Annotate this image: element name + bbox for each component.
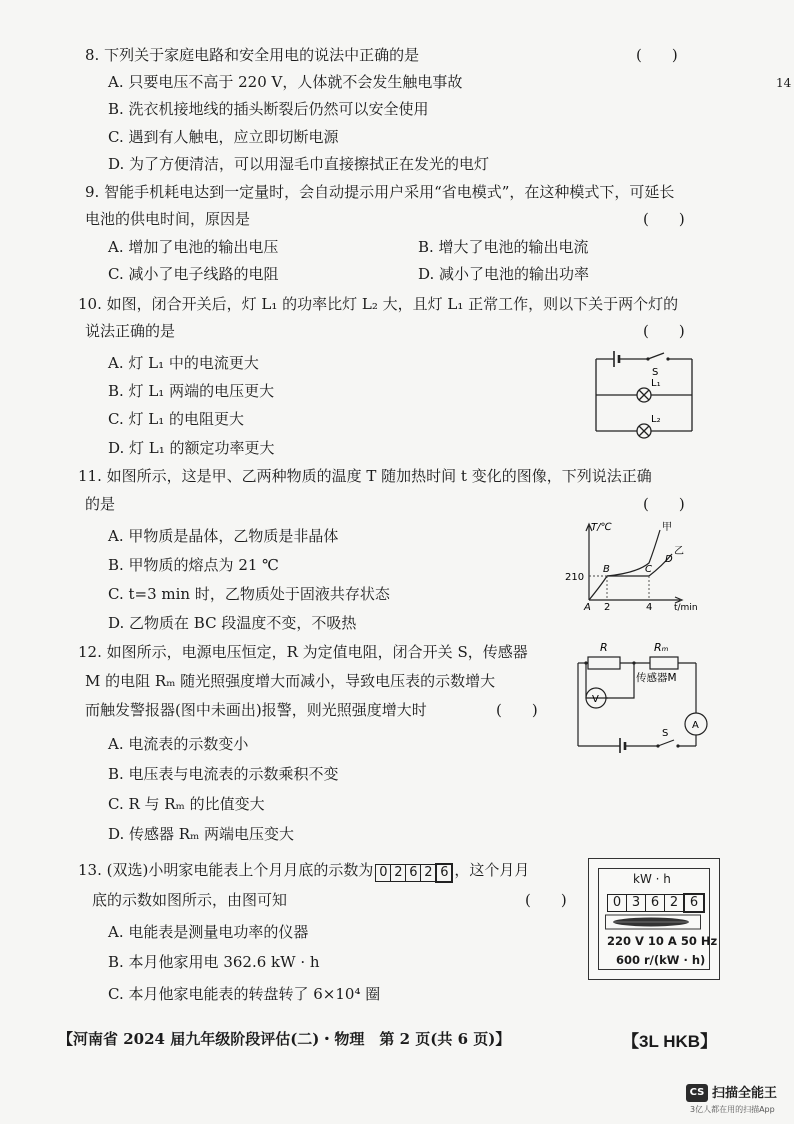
- q11-stem-line1: 11. 如图所示，这是甲、乙两种物质的温度 T 随加热时间 t 变化的图像，下列说法正确: [78, 467, 652, 485]
- q12-stem-line3: 而触发警报器(图中未画出)报警，则光照强度增大时: [85, 701, 427, 719]
- q12-sensor-m-label: 传感器M: [636, 672, 677, 684]
- prev-digit: 0: [375, 864, 391, 882]
- q8-stem: 8. 下列关于家庭电路和安全用电的说法中正确的是: [85, 46, 420, 64]
- q10-option-c: C. 灯 L₁ 的电阻更大: [108, 410, 244, 428]
- meter-digit: 6: [645, 894, 665, 912]
- q12-stem-line1: 12. 如图所示，电源电压恒定，R 为定值电阻，闭合开关 S，传感器: [78, 643, 528, 661]
- q8-option-a: A. 只要电压不高于 220 V，人体就不会发生触电事故: [108, 73, 463, 91]
- q13-option-c: C. 本月他家电能表的转盘转了 6×10⁴ 圈: [108, 985, 381, 1003]
- q11-stem-line2: 的是: [85, 495, 116, 513]
- q13-answer-paren[interactable]: ( ): [525, 891, 567, 909]
- q9-option-d: D. 减小了电池的输出功率: [418, 265, 590, 283]
- q12-answer-paren[interactable]: ( ): [496, 701, 538, 719]
- q13-electric-meter: [588, 858, 720, 980]
- q12-switch-label: S: [662, 728, 669, 739]
- q11-option-d: D. 乙物质在 BC 段温度不变，不吸热: [108, 614, 357, 632]
- q12-stem-line2: M 的电阻 Rₘ 随光照强度增大而减小，导致电压表的示数增大: [85, 672, 496, 690]
- q8-option-d: D. 为了方便清洁，可以用湿毛巾直接擦拭正在发光的电灯: [108, 155, 490, 173]
- prev-digit: 2: [390, 864, 406, 882]
- q11-x-tick-4: 4: [646, 602, 653, 613]
- page-footer: 【河南省 2024 届九年级阶段评估(二)・物理 第 2 页(共 6 页)】: [58, 1030, 511, 1048]
- q11-x-axis-label: t/min: [674, 603, 698, 613]
- q10-option-d: D. 灯 L₁ 的额定功率更大: [108, 439, 275, 457]
- q10-stem-line2: 说法正确的是: [85, 322, 176, 340]
- q12-sensor-rm-label: Rₘ: [654, 641, 669, 654]
- q9-option-c: C. 减小了电子线路的电阻: [108, 265, 279, 283]
- q11-origin-label: A: [584, 602, 591, 613]
- q11-option-a: A. 甲物质是晶体，乙物质是非晶体: [108, 527, 339, 545]
- q13-option-a: A. 电能表是测量电功率的仪器: [108, 923, 309, 941]
- q13-previous-reading: [375, 860, 452, 883]
- q10-option-b: B. 灯 L₁ 两端的电压更大: [108, 382, 275, 400]
- q12-voltmeter-label: V: [592, 694, 599, 705]
- meter-digit: 3: [626, 894, 646, 912]
- q10-answer-paren[interactable]: ( ): [643, 322, 685, 340]
- q12-option-c: C. R 与 Rₘ 的比值变大: [108, 795, 265, 813]
- q12-option-b: B. 电压表与电流表的示数乘积不变: [108, 765, 339, 783]
- q12-option-a: A. 电流表的示数变小: [108, 735, 249, 753]
- q12-ammeter-label: A: [692, 720, 699, 731]
- q12-circuit-figure: [568, 638, 718, 753]
- meter-digit: 6: [683, 893, 705, 913]
- q8-option-c: C. 遇到有人触电，应立即切断电源: [108, 128, 339, 146]
- q11-option-b: B. 甲物质的熔点为 21 ℃: [108, 556, 279, 574]
- scanner-app-tagline: 3亿人都在用的扫描App: [690, 1105, 775, 1114]
- meter-unit-label: kW · h: [633, 872, 671, 886]
- edition-badge: 【3L HKB】: [622, 1032, 718, 1051]
- q11-y-tick-210: 210: [565, 572, 585, 583]
- q13-stem-part-a: 13. (双选)小明家电能表上个月月底的示数为: [78, 861, 374, 879]
- q10-stem-line1: 10. 如图，闭合开关后，灯 L₁ 的功率比灯 L₂ 大，且灯 L₁ 正常工作，则以下关于两个灯的: [78, 295, 679, 313]
- meter-spec-voltage: 220 V 10 A 50 Hz: [607, 934, 718, 948]
- prev-digit: 2: [420, 864, 436, 882]
- q11-x-tick-2: 2: [604, 602, 611, 613]
- q11-curve-yi-label: 乙: [674, 546, 684, 557]
- prev-digit: 6: [405, 864, 421, 882]
- q11-y-axis-label: T/℃: [591, 522, 612, 533]
- q11-option-c: C. t=3 min 时，乙物质处于固液共存状态: [108, 585, 390, 603]
- meter-digit: 0: [607, 894, 627, 912]
- q10-option-a: A. 灯 L₁ 中的电流更大: [108, 354, 259, 372]
- q10-lamp1-label: L₁: [651, 378, 661, 389]
- q12-resistor-r-label: R: [600, 641, 608, 654]
- q13-stem-part-b: ，这个月月: [454, 861, 530, 879]
- q13-stem-line1: [78, 859, 529, 883]
- q11-answer-paren[interactable]: ( ): [643, 495, 685, 513]
- q11-temperature-graph: [562, 518, 712, 618]
- q8-option-b: B. 洗衣机接地线的插头断裂后仍然可以安全使用: [108, 100, 429, 118]
- meter-dial-icon: [605, 913, 701, 931]
- page-number-stub: 14: [776, 76, 792, 90]
- q8-answer-paren[interactable]: ( ): [636, 46, 678, 64]
- meter-digit: 2: [664, 894, 684, 912]
- q9-option-a: A. 增加了电池的输出电压: [108, 238, 279, 256]
- q10-switch-label: S: [652, 367, 659, 378]
- scanner-app-name: 扫描全能王: [712, 1086, 778, 1101]
- scanner-logo-icon: CS: [686, 1084, 708, 1102]
- meter-digit-display: [607, 891, 704, 913]
- prev-digit: 6: [435, 863, 453, 883]
- q11-point-d: D: [665, 554, 673, 565]
- q9-stem-line1: 9. 智能手机耗电达到一定量时，会自动提示用户采用“省电模式”，在这种模式下，可延长: [85, 183, 675, 201]
- q11-point-c: C: [645, 564, 652, 575]
- q9-answer-paren[interactable]: ( ): [643, 210, 685, 228]
- q12-option-d: D. 传感器 Rₘ 两端电压变大: [108, 825, 295, 843]
- q10-lamp2-label: L₂: [651, 414, 661, 425]
- q11-point-b: B: [603, 564, 610, 575]
- q11-curve-jia-label: 甲: [662, 522, 672, 533]
- q13-stem-line2: 底的示数如图所示，由图可知: [92, 891, 288, 909]
- q9-stem-line2: 电池的供电时间，原因是: [85, 210, 251, 228]
- q10-circuit-figure: [588, 345, 698, 445]
- q13-option-b: B. 本月他家用电 362.6 kW · h: [108, 953, 320, 971]
- q9-option-b: B. 增大了电池的输出电流: [418, 238, 589, 256]
- meter-spec-revolutions: 600 r/(kW · h): [616, 953, 706, 967]
